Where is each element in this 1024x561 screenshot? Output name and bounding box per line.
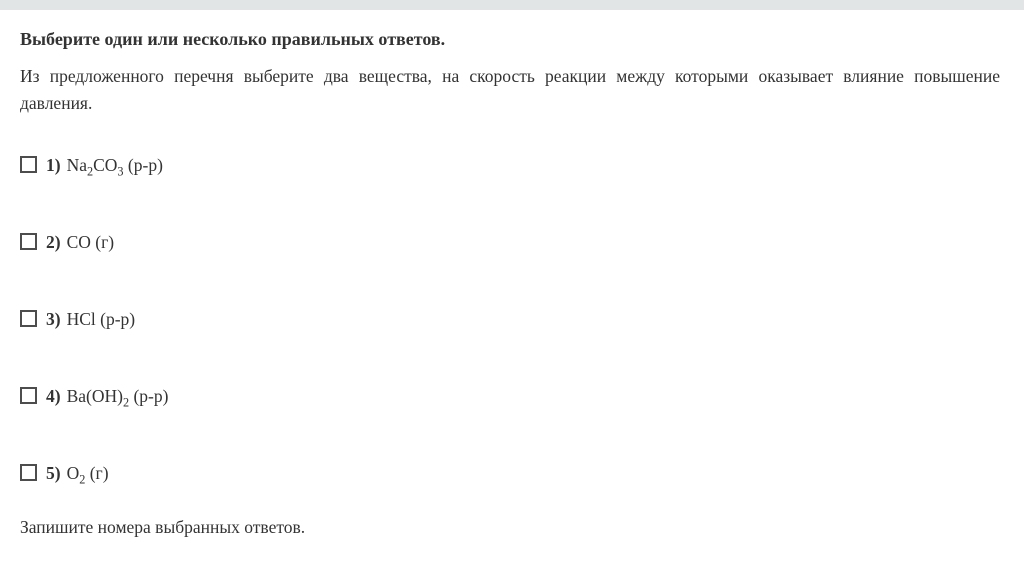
answer-instruction: Запишите номера выбранных ответов. bbox=[20, 517, 306, 537]
option-number: 4) bbox=[46, 386, 61, 406]
formula-segment: Na bbox=[66, 155, 87, 175]
option-formula bbox=[67, 461, 109, 485]
formula-segment: Ba(OH) bbox=[66, 386, 123, 406]
option-number: 1) bbox=[46, 155, 61, 175]
formula-segment: HCl (р-р) bbox=[66, 309, 136, 329]
option-number: 2) bbox=[46, 232, 61, 252]
formula-segment: O bbox=[66, 463, 80, 483]
question-instruction: Выберите один или несколько правильных ответов. bbox=[20, 29, 446, 49]
option-4-checkbox[interactable] bbox=[20, 387, 37, 404]
formula-subscript: 2 bbox=[79, 472, 86, 487]
option-row-2 bbox=[20, 230, 1000, 254]
option-1-checkbox[interactable] bbox=[20, 156, 37, 173]
formula-subscript: 2 bbox=[122, 395, 130, 410]
option-row-5 bbox=[20, 461, 1000, 485]
option-formula bbox=[67, 307, 136, 331]
formula-subscript: 3 bbox=[117, 164, 124, 179]
question-prompt: Из предложенного перечня выберите два вещества, на скорость реакции между которыми оказывает влияние повышение давления. bbox=[20, 66, 1000, 113]
question-panel bbox=[0, 27, 1024, 541]
option-3-checkbox[interactable] bbox=[20, 310, 37, 327]
formula-segment: (г) bbox=[85, 463, 109, 483]
option-formula bbox=[67, 230, 115, 254]
top-bar bbox=[0, 0, 1024, 10]
option-row-3 bbox=[20, 307, 1000, 331]
formula-segment: CO (г) bbox=[66, 232, 115, 252]
formula-segment: CO bbox=[93, 155, 118, 175]
option-2-checkbox[interactable] bbox=[20, 233, 37, 250]
option-number: 5) bbox=[46, 463, 61, 483]
option-number: 3) bbox=[46, 309, 61, 329]
formula-segment: (р-р) bbox=[123, 155, 163, 175]
options-list bbox=[20, 153, 1000, 485]
option-formula bbox=[67, 384, 169, 408]
option-row-1 bbox=[20, 153, 1000, 177]
option-formula bbox=[67, 153, 163, 177]
option-5-checkbox[interactable] bbox=[20, 464, 37, 481]
formula-subscript: 2 bbox=[86, 164, 94, 179]
option-row-4 bbox=[20, 384, 1000, 408]
formula-segment: (р-р) bbox=[129, 386, 169, 406]
